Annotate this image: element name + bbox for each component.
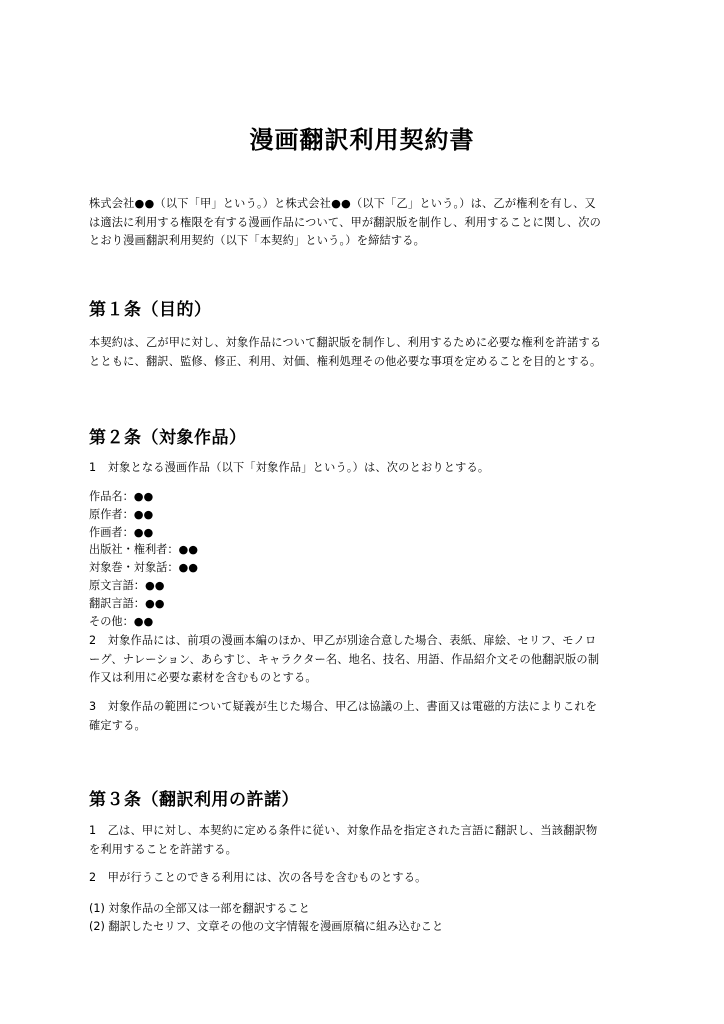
intro-line: は適法に利用する権限を有する漫画作品について、甲が翻訳版を制作し、利用することに関し、次の: [89, 215, 601, 229]
article-2-item-list: [89, 488, 198, 630]
article-2-clause-1: [89, 459, 635, 478]
article-2-heading: 第２条（対象作品）: [89, 428, 247, 448]
list-item: 原文言語：●●: [89, 578, 165, 592]
intro-line: 株式会社●●（以下「甲」という。）と株式会社●●（以下「乙」という。）は、乙が権利を有し、又: [89, 197, 596, 210]
article-2-clause-2-line: ーグ、ナレーション、あらすじ、キャラクター名、地名、技名、用語、作品紹介文その他翻訳版の制: [89, 652, 600, 666]
article-3-clause-1: [89, 822, 635, 859]
list-item: 対象巻・対象話：●●: [89, 561, 199, 575]
article-2-clause-2-line: 2 対象作品には、前項の漫画本編のほか、甲乙が別途合意した場合、表紙、扉絵、セリフ、モノロ: [89, 634, 597, 647]
article-2-clause-3-line: 3 対象作品の範囲について疑義が生じた場合、甲乙は協議の上、書面又は電磁的方法によりこれを: [89, 700, 598, 713]
list-item: 出版社・権利者：●●: [89, 543, 199, 557]
article-3-clause-1-line: 1 乙は、甲に対し、本契約に定める条件に従い、対象作品を指定された言語に翻訳し、当該翻訳物: [89, 824, 598, 837]
article-3-clause-2: [89, 869, 635, 888]
article-2-clause-1-line: 1 対象となる漫画作品（以下「対象作品」という。）は、次のとおりとする。: [89, 461, 490, 474]
article-1-heading: 第１条（目的）: [89, 300, 212, 320]
article-1-line: とともに、翻訳、監修、修正、利用、対価、権利処理その他必要な事項を定めることを目的とする。: [89, 354, 602, 368]
article-2-clause-3: [89, 698, 635, 735]
list-item: 作画者：●●: [89, 525, 154, 539]
list-item: 翻訳言語：●●: [89, 596, 165, 610]
list-item: (2) 翻訳したセリフ、文章その他の文字情報を漫画原稿に組み込むこと: [89, 919, 444, 933]
article-2-clause-2: [89, 632, 635, 688]
article-1-body: [89, 334, 635, 371]
article-2-clause-3-line: 確定する。: [89, 718, 146, 732]
article-3-clause-1-line: を利用することを許諾する。: [89, 842, 238, 856]
list-item: 原作者：●●: [89, 507, 154, 521]
article-3-clause-2-line: 2 甲が行うことのできる利用には、次の各号を含むものとする。: [89, 871, 427, 884]
article-1-line: 本契約は、乙が甲に対し、対象作品について翻訳版を制作し、利用するために必要な権利を許諾する: [89, 336, 602, 349]
article-3-item-list: [89, 900, 443, 936]
article-3-heading: 第３条（翻訳利用の許諾）: [89, 790, 299, 810]
list-item: その他：●●: [89, 614, 154, 628]
article-2-clause-2-line: 作又は利用に必要な素材を含むものとする。: [89, 671, 317, 684]
document-title: 漫画翻訳利用契約書: [249, 126, 475, 154]
intro-paragraph: [89, 195, 635, 251]
list-item: 作品名：●●: [89, 490, 154, 503]
list-item: (1) 対象作品の全部又は一部を翻訳すること: [89, 902, 310, 915]
intro-line: とおり漫画翻訳利用契約（以下「本契約」という。）を締結する。: [89, 234, 426, 247]
